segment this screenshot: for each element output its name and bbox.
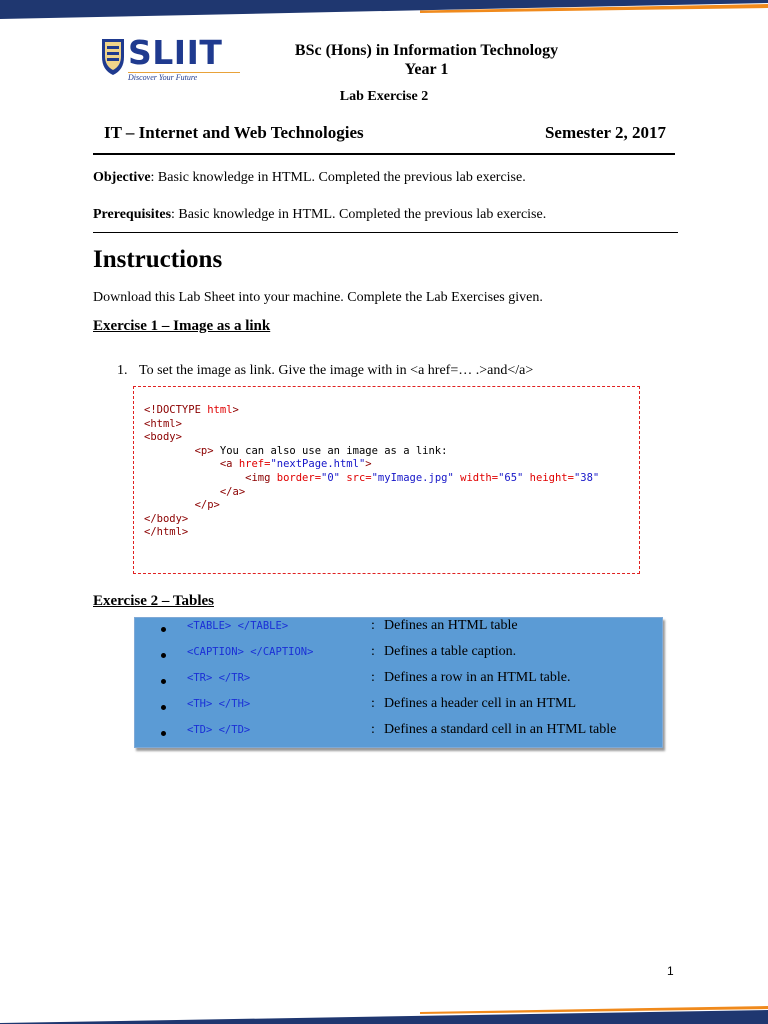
prerequisites-label: Prerequisites xyxy=(93,207,172,222)
code-token: <!DOCTYPE xyxy=(144,404,201,416)
top-banner-bar xyxy=(0,0,768,20)
course-title: IT – Internet and Web Technologies xyxy=(104,123,364,142)
code-token: "0" xyxy=(321,471,340,484)
list-item xyxy=(135,670,662,696)
tag-code: <CAPTION> </CAPTION> xyxy=(187,646,314,658)
code-token: "nextPage.html" xyxy=(270,458,366,471)
code-token: You can also use an image as a link: xyxy=(213,444,448,457)
code-token: href= xyxy=(232,458,271,471)
bottom-banner-bar xyxy=(0,1004,768,1024)
year-title: Year 1 xyxy=(404,61,449,78)
tag-colon: : xyxy=(371,670,375,685)
code-sample-box xyxy=(133,386,640,574)
tag-colon: : xyxy=(371,696,375,711)
instructions-intro: Download this Lab Sheet into your machine. Complete the Lab Exercises given. xyxy=(93,290,543,305)
semester-label: Semester 2, 2017 xyxy=(544,123,666,142)
objective-paragraph xyxy=(93,170,526,186)
code-token: > xyxy=(232,404,239,416)
code-token: </html> xyxy=(144,526,189,539)
tag-code: <TH> </TH> xyxy=(187,698,251,710)
exercise1-step xyxy=(117,363,533,379)
header-divider xyxy=(93,153,675,155)
code-token: <body> xyxy=(144,431,182,444)
tag-colon: : xyxy=(371,618,375,633)
tag-code: <TR> </TR> xyxy=(187,672,251,684)
lab-title: Lab Exercise 2 xyxy=(339,89,429,104)
list-item xyxy=(135,696,662,722)
code-token: border= xyxy=(270,471,322,484)
section-divider xyxy=(93,232,678,233)
tag-description: Defines a header cell in an HTML xyxy=(384,696,577,711)
prerequisites-text: : Basic knowledge in HTML. Completed the previous lab exercise. xyxy=(171,207,547,222)
bullet-icon xyxy=(161,679,166,684)
tag-colon: : xyxy=(371,644,375,659)
bullet-icon xyxy=(161,653,166,658)
list-item xyxy=(135,618,662,644)
tag-code: <TABLE> </TABLE> xyxy=(187,620,289,632)
objective-text: : Basic knowledge in HTML. Completed the previous lab exercise. xyxy=(150,170,526,185)
code-token: <html> xyxy=(144,417,182,430)
code-token: src= xyxy=(340,471,372,484)
code-token: <a xyxy=(219,458,233,471)
code-sample xyxy=(144,404,599,540)
logo-tagline: Discover Your Future xyxy=(128,73,198,82)
tag-code: <TD> </TD> xyxy=(187,724,251,736)
tag-description: Defines a table caption. xyxy=(384,644,517,659)
code-token: "myImage.jpg" xyxy=(371,471,454,484)
step-text: To set the image as link. Give the image with in <a href=… .>and</a> xyxy=(139,363,534,378)
code-token: "38" xyxy=(573,471,600,484)
tag-description: Defines an HTML table xyxy=(384,618,518,633)
bullet-icon xyxy=(161,705,166,710)
tag-description: Defines a row in an HTML table. xyxy=(384,670,571,685)
tag-colon: : xyxy=(371,722,375,737)
step-number: 1. xyxy=(117,363,128,378)
list-item xyxy=(135,722,662,748)
page-number: 1 xyxy=(667,964,674,978)
bullet-icon xyxy=(161,627,166,632)
exercise2-heading: Exercise 2 – Tables xyxy=(93,593,214,609)
logo-brand: SLIIT xyxy=(128,33,223,72)
tag-description: Defines a standard cell in an HTML table xyxy=(384,722,617,737)
html-table-tags-box xyxy=(134,617,663,748)
objective-label: Objective xyxy=(93,170,151,185)
prerequisites-paragraph xyxy=(93,207,546,223)
code-token: </body> xyxy=(144,512,189,525)
code-token: > xyxy=(365,458,372,471)
code-token: <p> xyxy=(194,444,214,457)
list-item xyxy=(135,644,662,670)
code-token: width= xyxy=(453,471,499,484)
code-token: html xyxy=(200,404,233,416)
code-token: </p> xyxy=(194,499,220,512)
exercise1-heading: Exercise 1 – Image as a link xyxy=(93,318,271,334)
bullet-icon xyxy=(161,731,166,736)
code-token: "65" xyxy=(498,471,524,484)
code-token: </a> xyxy=(219,485,246,498)
code-token: <img xyxy=(245,471,271,484)
code-token: height= xyxy=(523,471,574,484)
program-title: BSc (Hons) in Information Technology xyxy=(294,42,559,59)
instructions-heading: Instructions xyxy=(93,246,223,273)
